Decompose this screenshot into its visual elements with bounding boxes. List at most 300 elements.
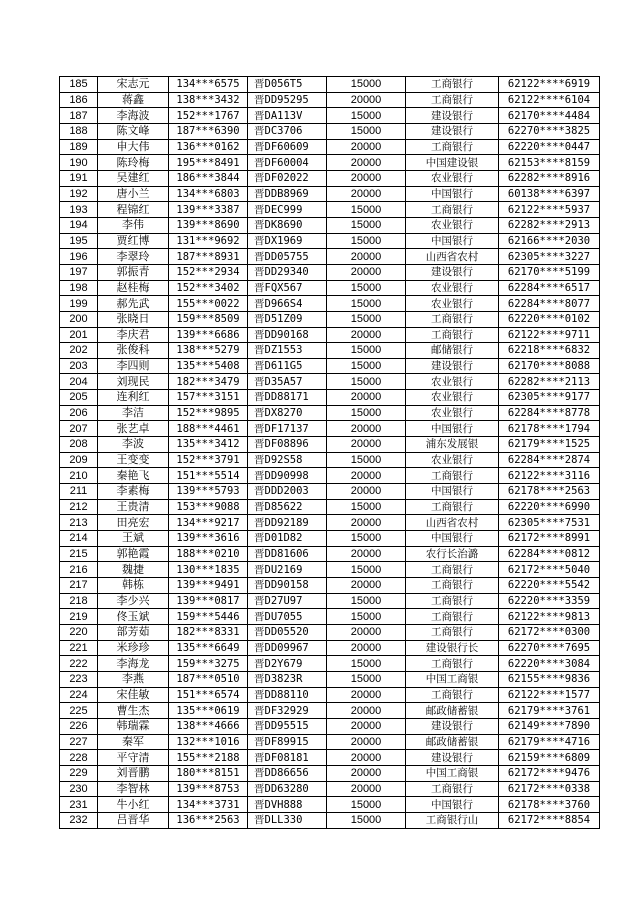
account-number-cell: 60138****6397 bbox=[499, 186, 600, 202]
plate-number-cell: 晋DLL330 bbox=[248, 812, 327, 828]
person-name-cell: 吕晋华 bbox=[98, 812, 169, 828]
amount-cell: 15000 bbox=[327, 671, 406, 687]
bank-name-cell: 中国建设银 bbox=[406, 155, 499, 171]
plate-number-cell: 晋DX1969 bbox=[248, 233, 327, 249]
plate-number-cell: 晋D01D82 bbox=[248, 531, 327, 547]
amount-cell: 15000 bbox=[327, 812, 406, 828]
table-row bbox=[60, 468, 600, 484]
row-number-cell: 199 bbox=[60, 296, 98, 312]
row-number-cell: 215 bbox=[60, 546, 98, 562]
amount-cell: 20000 bbox=[327, 703, 406, 719]
row-number-cell: 224 bbox=[60, 687, 98, 703]
plate-number-cell: 晋DD90168 bbox=[248, 327, 327, 343]
person-name-cell: 刘晋鹏 bbox=[98, 765, 169, 781]
amount-cell: 20000 bbox=[327, 92, 406, 108]
plate-number-cell: 晋D92S58 bbox=[248, 452, 327, 468]
person-name-cell: 曹生杰 bbox=[98, 703, 169, 719]
phone-number-cell: 152***9895 bbox=[169, 405, 248, 421]
table-row bbox=[60, 515, 600, 531]
bank-name-cell: 工商银行 bbox=[406, 609, 499, 625]
person-name-cell: 吴建红 bbox=[98, 170, 169, 186]
account-number-cell: 62122****9813 bbox=[499, 609, 600, 625]
phone-number-cell: 188***4461 bbox=[169, 421, 248, 437]
plate-number-cell: 晋D2Y679 bbox=[248, 656, 327, 672]
bank-name-cell: 中国银行 bbox=[406, 186, 499, 202]
person-name-cell: 郭艳霞 bbox=[98, 546, 169, 562]
plate-number-cell: 晋DD05520 bbox=[248, 624, 327, 640]
person-name-cell: 陈玲梅 bbox=[98, 155, 169, 171]
row-number-cell: 227 bbox=[60, 734, 98, 750]
table-row bbox=[60, 374, 600, 390]
phone-number-cell: 188***0210 bbox=[169, 546, 248, 562]
phone-number-cell: 135***5408 bbox=[169, 358, 248, 374]
table-row bbox=[60, 421, 600, 437]
bank-name-cell: 建设银行 bbox=[406, 358, 499, 374]
amount-cell: 15000 bbox=[327, 296, 406, 312]
plate-number-cell: 晋DDB8969 bbox=[248, 186, 327, 202]
plate-number-cell: 晋DK8690 bbox=[248, 217, 327, 233]
bank-name-cell: 建设银行 bbox=[406, 108, 499, 124]
table-row bbox=[60, 280, 600, 296]
row-number-cell: 186 bbox=[60, 92, 98, 108]
bank-name-cell: 山西省农村 bbox=[406, 515, 499, 531]
account-number-cell: 62282****2113 bbox=[499, 374, 600, 390]
amount-cell: 20000 bbox=[327, 624, 406, 640]
phone-number-cell: 135***3412 bbox=[169, 437, 248, 453]
bank-name-cell: 建设银行 bbox=[406, 718, 499, 734]
phone-number-cell: 139***3387 bbox=[169, 202, 248, 218]
person-name-cell: 李素梅 bbox=[98, 484, 169, 500]
person-name-cell: 郭振青 bbox=[98, 264, 169, 280]
row-number-cell: 185 bbox=[60, 77, 98, 93]
table-row bbox=[60, 546, 600, 562]
plate-number-cell: 晋DF08181 bbox=[248, 750, 327, 766]
row-number-cell: 192 bbox=[60, 186, 98, 202]
person-name-cell: 刘现民 bbox=[98, 374, 169, 390]
table-row bbox=[60, 311, 600, 327]
row-number-cell: 225 bbox=[60, 703, 98, 719]
person-name-cell: 部芳茹 bbox=[98, 624, 169, 640]
plate-number-cell: 晋DDD2003 bbox=[248, 484, 327, 500]
person-name-cell: 张晓日 bbox=[98, 311, 169, 327]
phone-number-cell: 151***6574 bbox=[169, 687, 248, 703]
amount-cell: 15000 bbox=[327, 499, 406, 515]
amount-cell: 15000 bbox=[327, 217, 406, 233]
row-number-cell: 221 bbox=[60, 640, 98, 656]
bank-name-cell: 山西省农村 bbox=[406, 249, 499, 265]
bank-name-cell: 中国银行 bbox=[406, 421, 499, 437]
phone-number-cell: 159***5446 bbox=[169, 609, 248, 625]
account-number-cell: 62284****0812 bbox=[499, 546, 600, 562]
row-number-cell: 229 bbox=[60, 765, 98, 781]
table-row bbox=[60, 703, 600, 719]
table-row bbox=[60, 578, 600, 594]
phone-number-cell: 155***0022 bbox=[169, 296, 248, 312]
phone-number-cell: 152***1767 bbox=[169, 108, 248, 124]
person-name-cell: 贾红博 bbox=[98, 233, 169, 249]
amount-cell: 15000 bbox=[327, 108, 406, 124]
account-number-cell: 62179****3761 bbox=[499, 703, 600, 719]
account-number-cell: 62122****6104 bbox=[499, 92, 600, 108]
amount-cell: 20000 bbox=[327, 515, 406, 531]
account-number-cell: 62172****0338 bbox=[499, 781, 600, 797]
bank-name-cell: 浦东发展银 bbox=[406, 437, 499, 453]
plate-number-cell: 晋DD92189 bbox=[248, 515, 327, 531]
plate-number-cell: 晋DD05755 bbox=[248, 249, 327, 265]
amount-cell: 15000 bbox=[327, 77, 406, 93]
person-name-cell: 郝先武 bbox=[98, 296, 169, 312]
phone-number-cell: 139***5793 bbox=[169, 484, 248, 500]
person-name-cell: 王变变 bbox=[98, 452, 169, 468]
table-row bbox=[60, 92, 600, 108]
person-name-cell: 王贵清 bbox=[98, 499, 169, 515]
phone-number-cell: 135***6649 bbox=[169, 640, 248, 656]
account-number-cell: 62284****6517 bbox=[499, 280, 600, 296]
row-number-cell: 198 bbox=[60, 280, 98, 296]
phone-number-cell: 187***8931 bbox=[169, 249, 248, 265]
table-row bbox=[60, 452, 600, 468]
bank-name-cell: 工商银行山 bbox=[406, 812, 499, 828]
plate-number-cell: 晋DEC999 bbox=[248, 202, 327, 218]
person-name-cell: 李翠玲 bbox=[98, 249, 169, 265]
account-number-cell: 62220****3359 bbox=[499, 593, 600, 609]
phone-number-cell: 139***8690 bbox=[169, 217, 248, 233]
table-row bbox=[60, 327, 600, 343]
phone-number-cell: 134***6575 bbox=[169, 77, 248, 93]
row-number-cell: 190 bbox=[60, 155, 98, 171]
table-row bbox=[60, 186, 600, 202]
table-row bbox=[60, 750, 600, 766]
row-number-cell: 201 bbox=[60, 327, 98, 343]
amount-cell: 20000 bbox=[327, 155, 406, 171]
plate-number-cell: 晋DF60609 bbox=[248, 139, 327, 155]
account-number-cell: 62178****3760 bbox=[499, 797, 600, 813]
account-number-cell: 62155****9836 bbox=[499, 671, 600, 687]
person-name-cell: 米珍珍 bbox=[98, 640, 169, 656]
person-name-cell: 张俊科 bbox=[98, 343, 169, 359]
plate-number-cell: 晋DF89915 bbox=[248, 734, 327, 750]
plate-number-cell: 晋DX8270 bbox=[248, 405, 327, 421]
person-name-cell: 申大伟 bbox=[98, 139, 169, 155]
phone-number-cell: 130***1835 bbox=[169, 562, 248, 578]
table-row bbox=[60, 687, 600, 703]
amount-cell: 20000 bbox=[327, 765, 406, 781]
table-row bbox=[60, 499, 600, 515]
plate-number-cell: 晋DVH888 bbox=[248, 797, 327, 813]
bank-name-cell: 工商银行 bbox=[406, 624, 499, 640]
table-row bbox=[60, 123, 600, 139]
bank-name-cell: 工商银行 bbox=[406, 77, 499, 93]
bank-name-cell: 工商银行 bbox=[406, 687, 499, 703]
amount-cell: 15000 bbox=[327, 609, 406, 625]
row-number-cell: 212 bbox=[60, 499, 98, 515]
table-row bbox=[60, 718, 600, 734]
plate-number-cell: 晋D966S4 bbox=[248, 296, 327, 312]
account-number-cell: 62172****8854 bbox=[499, 812, 600, 828]
table-row bbox=[60, 609, 600, 625]
person-name-cell: 李四则 bbox=[98, 358, 169, 374]
row-number-cell: 205 bbox=[60, 390, 98, 406]
phone-number-cell: 139***9491 bbox=[169, 578, 248, 594]
account-number-cell: 62305****3227 bbox=[499, 249, 600, 265]
row-number-cell: 202 bbox=[60, 343, 98, 359]
phone-number-cell: 157***3151 bbox=[169, 390, 248, 406]
row-number-cell: 189 bbox=[60, 139, 98, 155]
phone-number-cell: 195***8491 bbox=[169, 155, 248, 171]
account-number-cell: 62172****8991 bbox=[499, 531, 600, 547]
plate-number-cell: 晋DC3706 bbox=[248, 123, 327, 139]
row-number-cell: 210 bbox=[60, 468, 98, 484]
account-number-cell: 62282****2913 bbox=[499, 217, 600, 233]
bank-name-cell: 工商银行 bbox=[406, 202, 499, 218]
account-number-cell: 62122****3116 bbox=[499, 468, 600, 484]
person-name-cell: 李海龙 bbox=[98, 656, 169, 672]
amount-cell: 20000 bbox=[327, 750, 406, 766]
table-row bbox=[60, 624, 600, 640]
phone-number-cell: 134***6803 bbox=[169, 186, 248, 202]
table-row bbox=[60, 108, 600, 124]
phone-number-cell: 182***8331 bbox=[169, 624, 248, 640]
row-number-cell: 188 bbox=[60, 123, 98, 139]
amount-cell: 15000 bbox=[327, 358, 406, 374]
amount-cell: 20000 bbox=[327, 264, 406, 280]
table-row bbox=[60, 233, 600, 249]
person-name-cell: 李伟 bbox=[98, 217, 169, 233]
amount-cell: 20000 bbox=[327, 640, 406, 656]
account-number-cell: 62179****4716 bbox=[499, 734, 600, 750]
person-name-cell: 田亮宏 bbox=[98, 515, 169, 531]
account-number-cell: 62284****2874 bbox=[499, 452, 600, 468]
phone-number-cell: 151***5514 bbox=[169, 468, 248, 484]
phone-number-cell: 152***3402 bbox=[169, 280, 248, 296]
bank-name-cell: 建设银行 bbox=[406, 123, 499, 139]
phone-number-cell: 139***6686 bbox=[169, 327, 248, 343]
phone-number-cell: 135***0619 bbox=[169, 703, 248, 719]
row-number-cell: 219 bbox=[60, 609, 98, 625]
phone-number-cell: 159***3275 bbox=[169, 656, 248, 672]
bank-name-cell: 工商银行 bbox=[406, 562, 499, 578]
row-number-cell: 208 bbox=[60, 437, 98, 453]
subsidy-table bbox=[59, 76, 600, 829]
plate-number-cell: 晋DZ1553 bbox=[248, 343, 327, 359]
plate-number-cell: 晋FQX567 bbox=[248, 280, 327, 296]
person-name-cell: 蒋鑫 bbox=[98, 92, 169, 108]
table-row bbox=[60, 155, 600, 171]
bank-name-cell: 工商银行 bbox=[406, 781, 499, 797]
phone-number-cell: 153***9088 bbox=[169, 499, 248, 515]
row-number-cell: 220 bbox=[60, 624, 98, 640]
table-row bbox=[60, 405, 600, 421]
person-name-cell: 赵桂梅 bbox=[98, 280, 169, 296]
phone-number-cell: 152***3791 bbox=[169, 452, 248, 468]
account-number-cell: 62178****2563 bbox=[499, 484, 600, 500]
person-name-cell: 宋志元 bbox=[98, 77, 169, 93]
amount-cell: 20000 bbox=[327, 327, 406, 343]
phone-number-cell: 134***3731 bbox=[169, 797, 248, 813]
amount-cell: 15000 bbox=[327, 452, 406, 468]
row-number-cell: 217 bbox=[60, 578, 98, 594]
amount-cell: 20000 bbox=[327, 546, 406, 562]
amount-cell: 15000 bbox=[327, 405, 406, 421]
bank-name-cell: 工商银行 bbox=[406, 139, 499, 155]
plate-number-cell: 晋DU2169 bbox=[248, 562, 327, 578]
amount-cell: 15000 bbox=[327, 233, 406, 249]
phone-number-cell: 155***2188 bbox=[169, 750, 248, 766]
bank-name-cell: 农业银行 bbox=[406, 296, 499, 312]
plate-number-cell: 晋DF17137 bbox=[248, 421, 327, 437]
table-row bbox=[60, 77, 600, 93]
amount-cell: 20000 bbox=[327, 186, 406, 202]
row-number-cell: 218 bbox=[60, 593, 98, 609]
row-number-cell: 194 bbox=[60, 217, 98, 233]
bank-name-cell: 农业银行 bbox=[406, 217, 499, 233]
amount-cell: 20000 bbox=[327, 687, 406, 703]
person-name-cell: 佟玉斌 bbox=[98, 609, 169, 625]
plate-number-cell: 晋D611G5 bbox=[248, 358, 327, 374]
amount-cell: 20000 bbox=[327, 578, 406, 594]
phone-number-cell: 139***3616 bbox=[169, 531, 248, 547]
table-row bbox=[60, 390, 600, 406]
bank-name-cell: 工商银行 bbox=[406, 656, 499, 672]
phone-number-cell: 182***3479 bbox=[169, 374, 248, 390]
account-number-cell: 62149****7890 bbox=[499, 718, 600, 734]
phone-number-cell: 138***3432 bbox=[169, 92, 248, 108]
plate-number-cell: 晋DD81606 bbox=[248, 546, 327, 562]
account-number-cell: 62220****3084 bbox=[499, 656, 600, 672]
plate-number-cell: 晋D51Z09 bbox=[248, 311, 327, 327]
account-number-cell: 62284****8077 bbox=[499, 296, 600, 312]
amount-cell: 15000 bbox=[327, 593, 406, 609]
phone-number-cell: 152***2934 bbox=[169, 264, 248, 280]
amount-cell: 20000 bbox=[327, 249, 406, 265]
person-name-cell: 魏捷 bbox=[98, 562, 169, 578]
person-name-cell: 李庆君 bbox=[98, 327, 169, 343]
phone-number-cell: 139***8753 bbox=[169, 781, 248, 797]
account-number-cell: 62220****0447 bbox=[499, 139, 600, 155]
plate-number-cell: 晋DD29340 bbox=[248, 264, 327, 280]
table-row bbox=[60, 593, 600, 609]
phone-number-cell: 138***5279 bbox=[169, 343, 248, 359]
amount-cell: 20000 bbox=[327, 139, 406, 155]
row-number-cell: 206 bbox=[60, 405, 98, 421]
account-number-cell: 62122****6919 bbox=[499, 77, 600, 93]
phone-number-cell: 187***6390 bbox=[169, 123, 248, 139]
account-number-cell: 62172****0300 bbox=[499, 624, 600, 640]
amount-cell: 20000 bbox=[327, 468, 406, 484]
amount-cell: 20000 bbox=[327, 718, 406, 734]
account-number-cell: 62170****5199 bbox=[499, 264, 600, 280]
amount-cell: 20000 bbox=[327, 421, 406, 437]
phone-number-cell: 159***8509 bbox=[169, 311, 248, 327]
bank-name-cell: 中国银行 bbox=[406, 531, 499, 547]
table-row bbox=[60, 170, 600, 186]
bank-name-cell: 工商银行 bbox=[406, 468, 499, 484]
person-name-cell: 李波 bbox=[98, 437, 169, 453]
bank-name-cell: 工商银行 bbox=[406, 593, 499, 609]
person-name-cell: 唐小兰 bbox=[98, 186, 169, 202]
account-number-cell: 62166****2030 bbox=[499, 233, 600, 249]
account-number-cell: 62220****0102 bbox=[499, 311, 600, 327]
person-name-cell: 李智林 bbox=[98, 781, 169, 797]
phone-number-cell: 139***0817 bbox=[169, 593, 248, 609]
account-number-cell: 62153****8159 bbox=[499, 155, 600, 171]
bank-name-cell: 中国银行 bbox=[406, 797, 499, 813]
plate-number-cell: 晋D85622 bbox=[248, 499, 327, 515]
account-number-cell: 62220****5542 bbox=[499, 578, 600, 594]
row-number-cell: 207 bbox=[60, 421, 98, 437]
person-name-cell: 李燕 bbox=[98, 671, 169, 687]
account-number-cell: 62172****9476 bbox=[499, 765, 600, 781]
row-number-cell: 228 bbox=[60, 750, 98, 766]
row-number-cell: 214 bbox=[60, 531, 98, 547]
bank-name-cell: 中国银行 bbox=[406, 233, 499, 249]
plate-number-cell: 晋DD88171 bbox=[248, 390, 327, 406]
bank-name-cell: 工商银行 bbox=[406, 311, 499, 327]
person-name-cell: 张艺卓 bbox=[98, 421, 169, 437]
person-name-cell: 牛小红 bbox=[98, 797, 169, 813]
amount-cell: 20000 bbox=[327, 437, 406, 453]
table-row bbox=[60, 562, 600, 578]
table-row bbox=[60, 797, 600, 813]
account-number-cell: 62270****3825 bbox=[499, 123, 600, 139]
amount-cell: 15000 bbox=[327, 531, 406, 547]
bank-name-cell: 农行长治潞 bbox=[406, 546, 499, 562]
account-number-cell: 62220****6990 bbox=[499, 499, 600, 515]
plate-number-cell: 晋DD90998 bbox=[248, 468, 327, 484]
account-number-cell: 62170****4484 bbox=[499, 108, 600, 124]
account-number-cell: 62159****6809 bbox=[499, 750, 600, 766]
person-name-cell: 秦军 bbox=[98, 734, 169, 750]
row-number-cell: 204 bbox=[60, 374, 98, 390]
table-row bbox=[60, 812, 600, 828]
row-number-cell: 211 bbox=[60, 484, 98, 500]
amount-cell: 20000 bbox=[327, 484, 406, 500]
bank-name-cell: 工商银行 bbox=[406, 578, 499, 594]
bank-name-cell: 农业银行 bbox=[406, 170, 499, 186]
bank-name-cell: 建设银行 bbox=[406, 264, 499, 280]
bank-name-cell: 农业银行 bbox=[406, 280, 499, 296]
row-number-cell: 195 bbox=[60, 233, 98, 249]
bank-name-cell: 农业银行 bbox=[406, 405, 499, 421]
plate-number-cell: 晋DD95515 bbox=[248, 718, 327, 734]
person-name-cell: 宋佳敏 bbox=[98, 687, 169, 703]
bank-name-cell: 农业银行 bbox=[406, 374, 499, 390]
phone-number-cell: 131***9692 bbox=[169, 233, 248, 249]
table-row bbox=[60, 264, 600, 280]
amount-cell: 15000 bbox=[327, 311, 406, 327]
amount-cell: 15000 bbox=[327, 123, 406, 139]
plate-number-cell: 晋DF32929 bbox=[248, 703, 327, 719]
person-name-cell: 李海波 bbox=[98, 108, 169, 124]
amount-cell: 20000 bbox=[327, 170, 406, 186]
bank-name-cell: 邮政储蓄银 bbox=[406, 734, 499, 750]
table-row bbox=[60, 781, 600, 797]
row-number-cell: 209 bbox=[60, 452, 98, 468]
amount-cell: 15000 bbox=[327, 343, 406, 359]
bank-name-cell: 工商银行 bbox=[406, 327, 499, 343]
account-number-cell: 62122****9711 bbox=[499, 327, 600, 343]
account-number-cell: 62170****8088 bbox=[499, 358, 600, 374]
row-number-cell: 200 bbox=[60, 311, 98, 327]
plate-number-cell: 晋D056T5 bbox=[248, 77, 327, 93]
phone-number-cell: 132***1016 bbox=[169, 734, 248, 750]
table-row bbox=[60, 139, 600, 155]
account-number-cell: 62179****1525 bbox=[499, 437, 600, 453]
bank-name-cell: 农业银行 bbox=[406, 390, 499, 406]
plate-number-cell: 晋DD86656 bbox=[248, 765, 327, 781]
phone-number-cell: 180***8151 bbox=[169, 765, 248, 781]
bank-name-cell: 农业银行 bbox=[406, 452, 499, 468]
